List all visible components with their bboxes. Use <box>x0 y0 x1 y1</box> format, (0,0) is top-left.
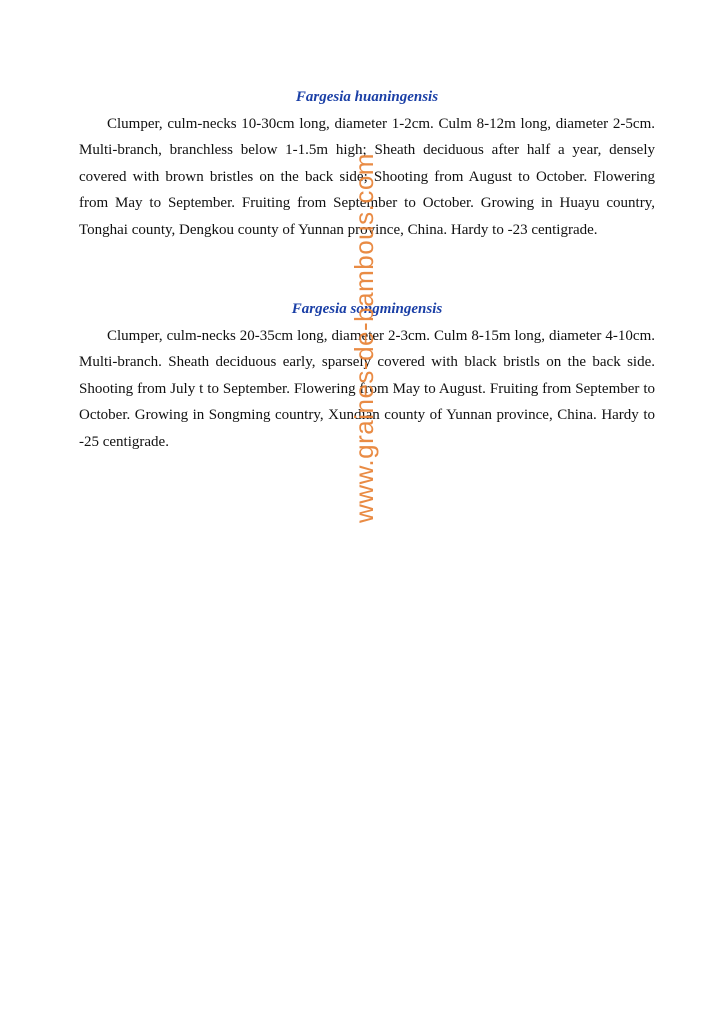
watermark-text: www.graines-de-bambous.com <box>349 153 379 523</box>
species-description: Clumper, culm-necks 20-35cm long, diameter 2-3cm. Culm 8-15m long, diameter 4-10cm. Multi-branch. Sheath deciduous early, sparsely covered with black bristls on the back side. Shooting from July t to September. Flowering from May to August. Fruiting from September to October. Growing in Songming country, Xundian county of Yunnan province, China. Hardy to -25 centigrade. <box>79 328 655 450</box>
species-title: Fargesia songmingensis <box>291 301 443 317</box>
species-description: Clumper, culm-necks 10-30cm long, diameter 1-2cm. Culm 8-12m long, diameter 2-5cm. Multi-branch, branchless below 1-1.5m high; Sheath deciduous after half a year, densely covered with brown bristles on the back side; Shooting from August to October. Flowering from May to September. Fruiting from September to October. Growing in Huayu country, Tonghai county, Dengkou county of Yunnan province, China. Hardy to -23 centigrade. <box>79 116 655 238</box>
species-section-songmingensis <box>79 299 655 455</box>
species-title: Fargesia huaningensis <box>295 89 439 105</box>
species-section-huaningensis <box>79 87 655 243</box>
